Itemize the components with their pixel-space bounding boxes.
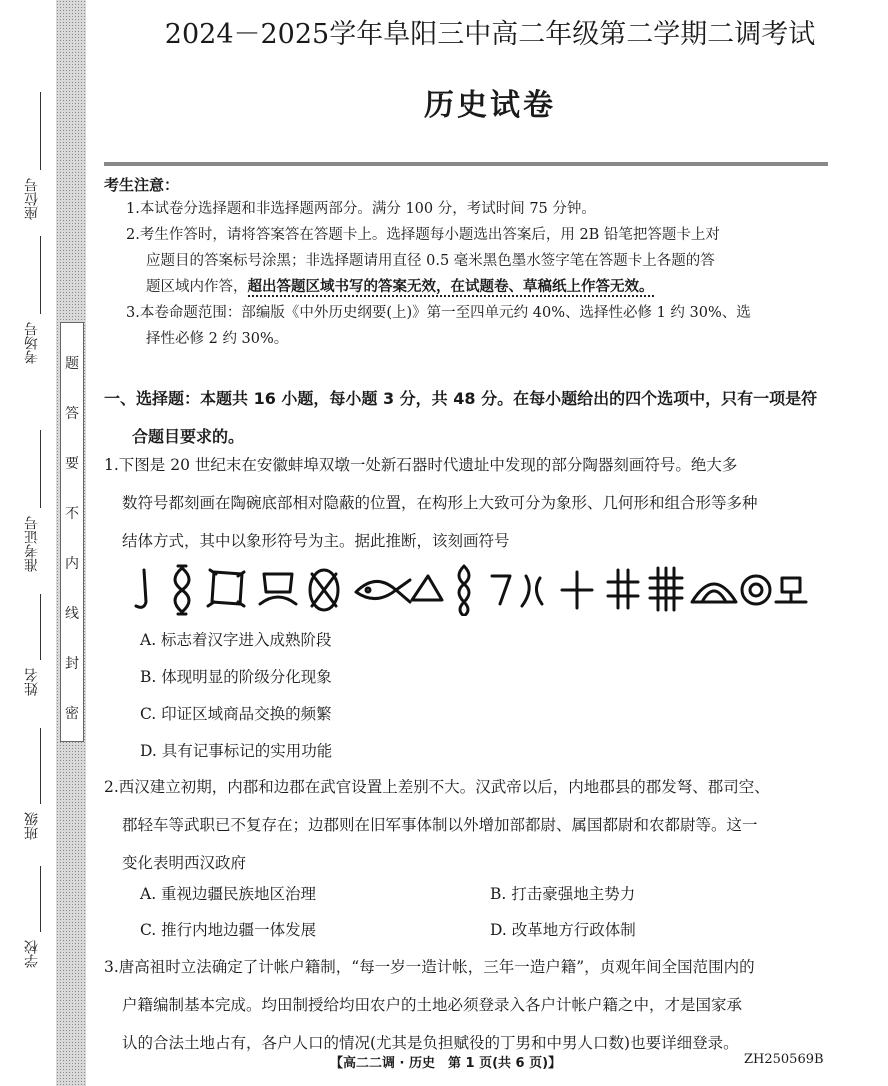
symbol-braid xyxy=(459,566,469,616)
symbol-concentric xyxy=(742,576,770,604)
seat-number-label: 座位号 xyxy=(24,178,40,220)
notice-item-2: 2.考生作答时，请将答案答在答题卡上。选择题每小题选出答案后，用 2B 铅笔把答题卡上对 xyxy=(126,227,720,243)
symbol-fish-circle xyxy=(310,570,338,610)
question-line: 2.西汉建立初期，内郡和边郡在武官设置上差别不大。汉武帝以后，内地郡县的郡发弩、郡司空、 xyxy=(104,778,770,796)
name-label: 姓名 xyxy=(24,668,40,696)
question-line: 变化表明西汉政府 xyxy=(122,854,247,872)
symbol-arcs xyxy=(522,576,542,606)
symbol-hash xyxy=(608,570,638,608)
symbol-grid xyxy=(650,568,682,610)
notice-plain: 题区域内作答， xyxy=(146,279,248,295)
pottery-symbols-figure xyxy=(130,562,810,616)
q1-option-a: A. 标志着汉字进入成熟阶段 xyxy=(140,631,332,649)
q2-option-c: C. 推行内地边疆一体发展 xyxy=(140,921,317,939)
question-3 xyxy=(104,948,834,1062)
symbol-square xyxy=(208,570,244,606)
seal-char: 题 xyxy=(65,356,79,372)
paper-code: ZH250569B xyxy=(744,1052,824,1067)
seat-number-line xyxy=(40,92,41,170)
section-heading xyxy=(104,380,834,456)
exam-room-label: 考场号 xyxy=(24,322,40,364)
q1-option-c: C. 印证区域商品交换的频繁 xyxy=(140,705,332,723)
question-line: 结体方式，其中以象形符号为主。据此推断，该刻画符号 xyxy=(122,532,510,550)
ticket-number-line xyxy=(40,430,41,508)
seal-char: 密 xyxy=(65,706,79,722)
symbol-hook xyxy=(136,570,146,607)
class-line xyxy=(40,728,41,804)
q2-option-b: B. 打击豪强地主势力 xyxy=(490,885,636,903)
question-line: 1.下图是 20 世纪末在安徽蚌埠双墩一处新石器时代遗址中发现的部分陶器刻画符号。绝大多 xyxy=(104,456,738,474)
notice-item-2-cont xyxy=(126,274,834,300)
notice-item-1: 1.本试卷分选择题和非选择题两部分。满分 100 分，考试时间 75 分钟。 xyxy=(126,201,596,217)
school-line xyxy=(40,866,41,932)
q1-option-d: D. 具有记事标记的实用功能 xyxy=(140,742,333,760)
symbol-fish xyxy=(356,580,410,602)
symbol-triangle xyxy=(412,576,442,600)
symbol-cross xyxy=(562,572,592,608)
question-2 xyxy=(104,768,834,882)
question-line: 户籍编制基本完成。均田制授给均田农户的土地必须登录入各户计帐户籍之中，才是国家承 xyxy=(122,996,743,1014)
question-line: 3.唐高祖时立法确定了计帐户籍制，“每一岁一造计帐，三年一造户籍”，贞观年间全国范围内的 xyxy=(104,958,755,976)
symbol-cup xyxy=(260,574,296,604)
question-1 xyxy=(104,446,834,560)
seal-char: 线 xyxy=(65,606,79,622)
q2-option-d: D. 改革地方行政体制 xyxy=(490,921,636,939)
exam-room-line xyxy=(40,236,41,314)
seal-char: 内 xyxy=(65,556,79,572)
question-line: 认的合法土地占有，各户人口的情况(尤其是负担赋役的丁男和中男人口数)也要详细登录。 xyxy=(122,1034,739,1052)
exam-subtitle: 历史试卷 xyxy=(424,88,556,123)
section-line: 一、选择题：本题共 16 小题，每小题 3 分，共 48 分。在每小题给出的四个选项中，只有一项是符 xyxy=(104,389,818,408)
page-footer: 【高二二调 · 历史 第 1 页(共 6 页)】 xyxy=(330,1056,562,1071)
class-label: 班级 xyxy=(24,812,40,840)
binding-strip xyxy=(0,0,100,1086)
notice-emphasis: 超出答题区域书写的答案无效，在试题卷、草稿纸上作答无效。 xyxy=(247,279,654,295)
q1-option-b: B. 体现明显的阶级分化现象 xyxy=(140,668,332,686)
symbol-angle xyxy=(492,576,510,604)
question-line: 数符号都刻画在陶碗底部相对隐蔽的位置，在构形上大致可分为象形、几何形和组合形等多种 xyxy=(122,494,758,512)
seal-char: 要 xyxy=(65,456,79,472)
section-line: 合题目要求的。 xyxy=(132,427,245,446)
seal-warning-box xyxy=(60,322,84,742)
q2-option-a: A. 重视边疆民族地区治理 xyxy=(140,885,317,903)
header-rule xyxy=(104,162,828,166)
seal-char: 封 xyxy=(65,656,79,672)
symbol-twist xyxy=(175,566,189,614)
seal-char: 不 xyxy=(65,506,79,522)
symbol-dome xyxy=(692,584,736,602)
seal-char: 答 xyxy=(65,406,79,422)
notice-item-3-cont: 择性必修 2 约 30%。 xyxy=(146,331,289,347)
name-line xyxy=(40,594,41,660)
ticket-number-label: 准考证号 xyxy=(24,516,40,572)
symbol-stand xyxy=(776,578,806,602)
notice-heading: 考生注意： xyxy=(104,176,180,194)
notice-item-2-cont: 应题目的答案标号涂黑；非选择题请用直径 0.5 毫米黑色墨水签字笔在答题卡上各题的答 xyxy=(146,253,715,269)
school-label: 学校 xyxy=(24,940,40,968)
exam-title: 2024－2025学年阜阳三中高二年级第二学期二调考试 xyxy=(164,19,816,50)
notice-item-3: 3.本卷命题范围：部编版《中外历史纲要(上)》第一至四单元约 40%、选择性必修 1 约 30%、选 xyxy=(126,305,751,321)
question-line: 郡轻车等武职已不复存在；边郡则在旧军事体制以外增加部都尉、属国都尉和农都尉等。这一 xyxy=(122,816,758,834)
